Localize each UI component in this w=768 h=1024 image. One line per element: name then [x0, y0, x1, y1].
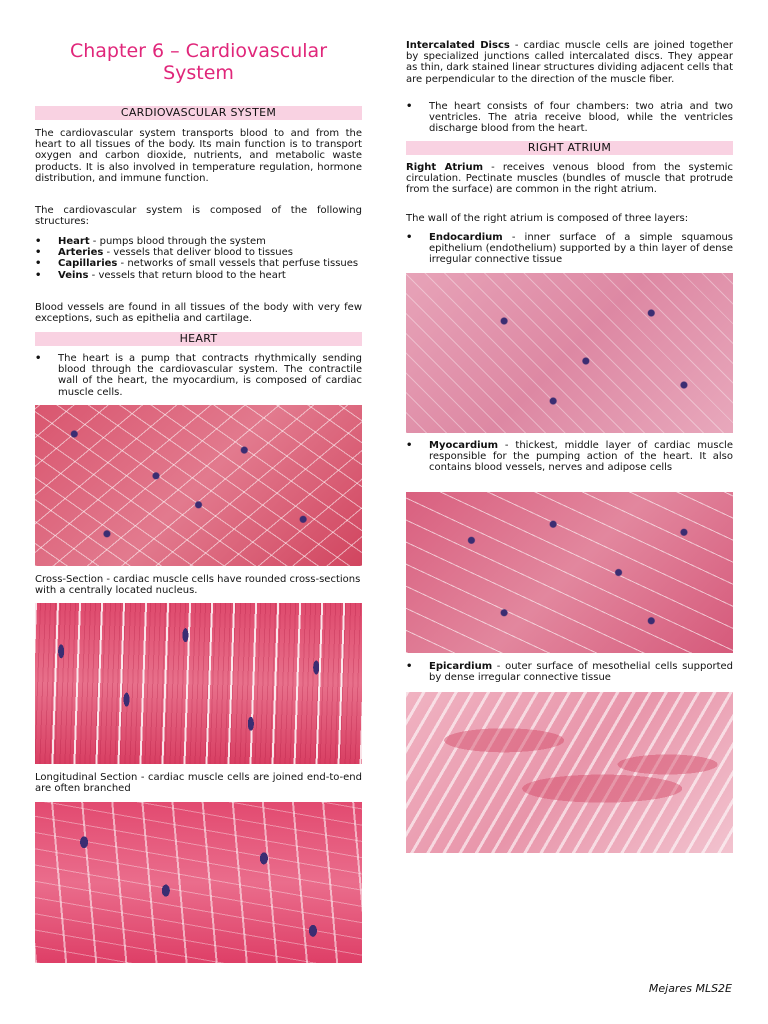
longitudinal-section-image: [35, 603, 362, 764]
bullet-icon: •: [406, 440, 413, 451]
longitudinal-caption: Longitudinal Section - cardiac muscle cells are joined end-to-end are often branched: [35, 772, 362, 795]
right-atrium-term: Right Atrium: [406, 162, 484, 173]
structures-intro: The cardiovascular system is composed of the following structures:: [35, 205, 362, 228]
structure-term: Heart: [58, 236, 90, 247]
list-item: [406, 232, 733, 266]
intro-paragraph: The cardiovascular system transports blood to and from the heart to all tissues of the body. Its main function is to transport oxygen and carbon dioxide, nutrients, and metabolic waste products. It is also involved in temperature regulation, hormone distribution, and immune function.: [35, 128, 362, 184]
structures-list: [35, 236, 362, 281]
right-atrium-desc: - receives venous blood from the systemic circulation. Pectinate muscles (bundles of muscle that protrude from the surface) are common in the right atrium.: [406, 162, 733, 196]
epicardium-desc: - outer surface of mesothelial cells supported by dense irregular connective tissue: [429, 661, 733, 684]
myocardium-term: Myocardium: [429, 440, 499, 451]
vessels-paragraph: Blood vessels are found in all tissues of the body with very few exceptions, such as epithelia and cartilage.: [35, 302, 362, 325]
intercalated-desc: - cardiac muscle cells are joined together by specialized junctions called intercalated discs. They appear as thin, dark stained linear structures dividing adjacent cells that are perpendicular to the direction of the muscle fiber.: [406, 40, 733, 85]
structure-desc: - vessels that return blood to the heart: [88, 269, 286, 281]
endocardium-term: Endocardium: [429, 232, 503, 243]
bullet-icon: •: [406, 661, 413, 672]
chambers-desc: The heart consists of four chambers: two atria and two ventricles. The atria receive blood, while the ventricles discharge blood from the heart.: [429, 101, 733, 135]
epicardium-list: [406, 661, 733, 683]
list-item: [35, 236, 362, 247]
structure-desc: - vessels that deliver blood to tissues: [103, 247, 293, 259]
bullet-icon: •: [406, 232, 413, 243]
list-item: [406, 661, 733, 683]
epicardium-image: [406, 692, 733, 853]
bullet-icon: •: [35, 353, 42, 364]
endocardium-image: [406, 273, 733, 433]
endocardium-desc: - inner surface of a simple squamous epithelium (endothelium) supported by a thin layer of dense irregular connective tissue: [429, 232, 733, 266]
right-atrium-paragraph: [406, 162, 733, 196]
structure-desc: - networks of small vessels that perfuse tissues: [117, 258, 359, 270]
section-header-right-atrium: RIGHT ATRIUM: [406, 141, 733, 155]
section-header-cardiovascular: CARDIOVASCULAR SYSTEM: [35, 106, 362, 120]
bullet-icon: •: [35, 247, 42, 259]
heart-list: [35, 353, 362, 398]
page-title: Chapter 6 – Cardiovascular System: [69, 40, 328, 84]
wall-paragraph: The wall of the right atrium is composed of three layers:: [406, 213, 689, 224]
intercalated-term: Intercalated Discs: [406, 40, 510, 51]
list-item: [35, 247, 362, 258]
bullet-icon: •: [35, 258, 42, 270]
section-header-heart: HEART: [35, 332, 362, 346]
bullet-icon: •: [406, 101, 413, 112]
myocardium-desc: - thickest, middle layer of cardiac muscle responsible for the pumping action of the heart. It also contains blood vessels, nerves and adipose cells: [429, 440, 733, 474]
myocardium-image: [406, 492, 733, 653]
structure-term: Arteries: [58, 247, 104, 259]
intercalated-discs-image: [35, 802, 362, 963]
list-item: [406, 440, 733, 474]
cross-section-caption: Cross-Section - cardiac muscle cells have rounded cross-sections with a centrally located nucleus.: [35, 574, 361, 597]
list-item: [406, 101, 733, 135]
bullet-icon: •: [35, 236, 42, 247]
endocardium-list: [406, 232, 733, 266]
list-item: [35, 353, 362, 398]
structure-term: Capillaries: [58, 258, 118, 270]
list-item: [35, 258, 362, 269]
epicardium-term: Epicardium: [429, 661, 493, 672]
intercalated-discs-paragraph: [406, 40, 733, 85]
heart-desc: The heart is a pump that contracts rhythmically sending blood through the cardiovascular system. The contractile wall of the heart, the myocardium, is composed of cardiac muscle cells.: [58, 353, 362, 398]
cross-section-image: [35, 405, 362, 566]
bullet-icon: •: [35, 269, 42, 281]
structure-desc: - pumps blood through the system: [89, 236, 266, 247]
myocardium-list: [406, 440, 733, 474]
chambers-list: [406, 101, 733, 135]
structure-term: Veins: [58, 269, 89, 281]
author-footer: Mejares MLS2E: [648, 982, 732, 995]
list-item: [35, 270, 362, 281]
